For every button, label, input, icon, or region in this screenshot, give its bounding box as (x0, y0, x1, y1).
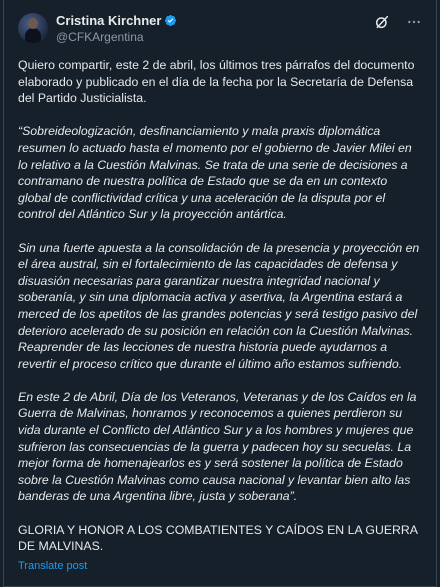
translate-post-link[interactable]: Translate post (18, 559, 88, 572)
tweet-card (3, 0, 437, 587)
tweet-quote-paragraph-1: “Sobreideologización, desfinanciamiento y mala praxis diplomática resumen lo actuado hasta el momento por el gobierno de Javier Milei en lo relativo a la Cuestión Malvinas. Se trata de una serie de decisiones a contramano de nuestra política de Estado que se da en un contexto global de conflictividad crítica y una aceleración de la disputa por el control del Atlántico Sur y la proyección antártica. (18, 124, 412, 222)
author-handle[interactable]: @CFKArgentina (56, 30, 144, 44)
tweet-header (18, 12, 422, 52)
tweet-intro-text: Quiero compartir, este 2 de abril, los últimos tres párrafos del documento elaborado y publicado en el día de la fecha por la Secretaría de Defensa del Partido Justicialista. (18, 58, 415, 106)
tweet-quote-paragraph-3: En este 2 de Abril, Día de los Veteranos, Veteranas y de los Caídos en la Guerra de Malvinas, honramos y reconocemos a quienes perdieron su vida durante el Conflicto del Atlántico Sur y a los hombres y mujeres que sufrieron las consecuencias de la guerra y padecen hoy su secuelas. La mejor forma de homenajearlos es y será sostener la política de Estado sobre la Cuestión Malvinas como causa nacional y levantar bien alto las banderas de una Argentina libre, justa y soberana”. (18, 389, 417, 504)
tweet-quote-paragraph-2: Sin una fuerte apuesta a la consolidación de la presencia y proyección en el área austral, sin el fortalecimiento de las capacidades de defensa y disuasión necesarias para garantizar nuestra integridad nacional y soberanía, y sin una diplomacia activa y asertiva, la Argentina estará a merced de los apetitos de las grandes potencias y será testigo pasivo del deterioro acelerado de su posición en relación con la Cuestión Malvinas. Reaprender de las lecciones de nuestra historia puede ayudarnos a revertir el proceso crítico que durante el último año estamos sufriendo. (18, 240, 420, 371)
more-horizontal-icon[interactable] (406, 14, 422, 30)
author-name-row (56, 12, 177, 28)
verified-badge-icon (164, 14, 177, 27)
author-display-name[interactable]: Cristina Kirchner (56, 12, 162, 28)
tweet-closing-text: GLORIA Y HONOR A LOS COMBATIENTES Y CAÍDOS EN LA GUERRA DE MALVINAS. (18, 522, 418, 554)
author-info (56, 12, 177, 44)
header-actions (374, 14, 422, 30)
author-avatar[interactable] (18, 13, 48, 43)
tweet-body (18, 57, 422, 555)
grok-slash-circle-icon[interactable] (374, 14, 390, 30)
